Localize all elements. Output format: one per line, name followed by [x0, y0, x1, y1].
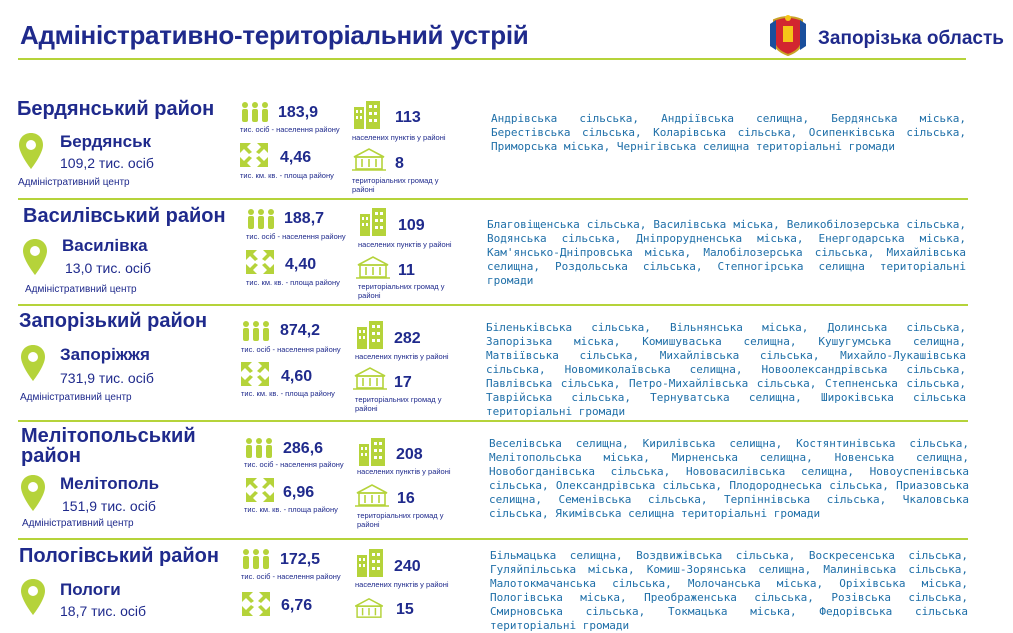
settlements-label: населених пунктів у районі [355, 352, 449, 361]
section-divider [18, 198, 968, 200]
communities-list: Більмацька селищна, Воздвижівська сільська, Воскресенська сільська, Гуляйпільська міська, Комиш-Зорянська селищна, Малинівська сільська, Малотокмачанська сільська, Молочанська міська, Оріхівська міська, Пологівська міська, Преображенська сільська, Розівська сільська, Смирновська сільська, Токмацька міська, Федорівська сільська територіальні громади [490, 549, 968, 632]
town-hall-icon [352, 147, 386, 171]
population-value: 188,7 [284, 210, 325, 227]
town-hall-icon [355, 483, 389, 507]
buildings-icon [352, 101, 382, 129]
population-value: 172,5 [280, 551, 321, 568]
communities-value: 11 [398, 262, 415, 279]
center-name: Мелітополь [60, 474, 160, 493]
communities-label: територіальних громад у районі [357, 511, 444, 529]
oblast-name: Запорізька область [818, 28, 1004, 49]
location-pin-icon [20, 578, 46, 616]
settlements-value: 113 [395, 109, 421, 126]
center-name: Запоріжжя [60, 345, 150, 364]
area-value: 6,76 [281, 597, 313, 614]
communities-value: 8 [395, 155, 404, 172]
population-label: тис. осіб - населення району [244, 460, 344, 469]
section-divider [18, 304, 968, 306]
communities-list: Благовіщенська сільська, Василівська міська, Великобілозерська сільська, Водянська сільська, Дніпрорудненська міська, Енергодарська міська, Кам'янсько-Дніпровська міська, Малобілозерська сільська, Михайлівська селищна, Роздольська сільська, Степногірська селищна територіальні громади [487, 218, 966, 287]
area-value: 4,46 [280, 149, 312, 166]
location-pin-icon [18, 132, 44, 170]
settlements-label: населених пунктів у районі [352, 133, 446, 142]
settlements-value: 240 [394, 558, 421, 575]
rayon-name: Бердянський район [17, 98, 215, 120]
town-hall-icon [353, 366, 387, 390]
people-icon [241, 548, 271, 570]
settlements-label: населених пунктів у районі [355, 580, 449, 589]
area-value: 4,40 [285, 256, 317, 273]
settlements-label: населених пунктів у районі [358, 240, 452, 249]
population-value: 286,6 [283, 440, 324, 457]
settlements-value: 208 [396, 446, 423, 463]
communities-list: Біленьківська сільська, Вільнянська міська, Долинська сільська, Запорізька міська, Комишуваська селищна, Кушугумська селищна, Матвіївська сільська, Михайлівська сільська, Михайло-Лукашівська сільська, Новомиколаївська селищна, Новоолександрівська сільська, Павлівська сільська, Петро-Михайлівська сільська, Степненська сільська, Таврійська сільська, Тернуватська селищна, Широківська сільська територіальні громади [486, 321, 966, 418]
center-population: 18,7 тис. осіб [60, 603, 147, 619]
header-divider [18, 58, 966, 60]
settlements-value: 282 [394, 330, 421, 347]
communities-label: територіальних громад у районі [355, 395, 442, 413]
population-label: тис. осіб - населення району [246, 232, 346, 241]
center-name: Пологи [60, 580, 121, 599]
population-label: тис. осіб - населення району [241, 572, 341, 581]
buildings-icon [355, 321, 385, 349]
page-title: Адміністративно-територіальний устрій [20, 20, 529, 50]
population-value: 874,2 [280, 322, 321, 339]
center-name: Бердянськ [60, 132, 152, 151]
population-label: тис. осіб - населення району [240, 125, 340, 134]
location-pin-icon [22, 238, 48, 276]
area-arrows-icon [242, 592, 270, 616]
communities-list: Веселівська селищна, Кирилівська селищна, Костянтинівська сільська, Мелітопольська міська, Мирненська селищна, Новенська селищна, Новобогданівська сільська, Нововасилівська селищна, Новоуспенівська сільська, Олександрівська сільська, Плодороднеська сільська, Приазовська селищна, Семенівська сільська, Терпіннівська сільська, Чкаловська сільська, Якимівська селищна територіальні громади [489, 437, 969, 520]
town-hall-icon [356, 255, 390, 279]
section-divider [18, 538, 968, 540]
rayon-name: Запорізький район [19, 310, 208, 332]
center-population: 109,2 тис. осіб [60, 155, 154, 171]
communities-label: територіальних громад у районі [352, 176, 439, 194]
area-label: тис. км. кв. - площа району [246, 278, 340, 287]
population-label: тис. осіб - населення району [241, 345, 341, 354]
area-label: тис. км. кв. - площа району [244, 505, 338, 514]
admin-center-label: Адміністративний центр [25, 284, 137, 295]
area-arrows-icon [246, 478, 274, 502]
town-hall-icon [352, 597, 386, 619]
communities-value: 16 [397, 490, 415, 507]
rayon-name: Василівський район [23, 205, 226, 227]
communities-value: 15 [396, 601, 414, 618]
rayon-name: Мелітопольський район [21, 425, 196, 467]
rayon-name: Пологівський район [19, 545, 219, 567]
area-value: 6,96 [283, 484, 315, 501]
people-icon [240, 101, 270, 123]
center-name: Василівка [62, 236, 148, 255]
buildings-icon [357, 438, 387, 466]
area-label: тис. км. кв. - площа району [240, 171, 334, 180]
communities-value: 17 [394, 374, 412, 391]
area-arrows-icon [240, 143, 268, 167]
coat-of-arms-icon [770, 14, 806, 56]
buildings-icon [358, 208, 388, 236]
admin-center-label: Адміністративний центр [20, 392, 132, 403]
communities-list: Андрівська сільська, Андріївська селищна, Бердянська міська, Берестівська сільська, Коларівська сільська, Осипенківська сільська, Приморська міська, Чернігівська селищна територіальні громади [491, 112, 966, 153]
location-pin-icon [20, 344, 46, 382]
center-population: 731,9 тис. осіб [60, 370, 154, 386]
area-label: тис. км. кв. - площа району [241, 389, 335, 398]
people-icon [246, 208, 276, 230]
admin-center-label: Адміністративний центр [22, 518, 134, 529]
communities-label: територіальних громад у районі [358, 282, 445, 300]
people-icon [244, 437, 274, 459]
location-pin-icon [20, 474, 46, 512]
center-population: 151,9 тис. осіб [62, 498, 156, 514]
center-population: 13,0 тис. осіб [65, 260, 152, 276]
settlements-label: населених пунктів у районі [357, 467, 451, 476]
area-arrows-icon [241, 362, 269, 386]
area-arrows-icon [246, 250, 274, 274]
buildings-icon [355, 549, 385, 577]
population-value: 183,9 [278, 104, 319, 121]
section-divider [18, 420, 968, 422]
people-icon [241, 320, 271, 342]
admin-center-label: Адміністративний центр [18, 177, 130, 188]
settlements-value: 109 [398, 217, 425, 234]
area-value: 4,60 [281, 368, 313, 385]
